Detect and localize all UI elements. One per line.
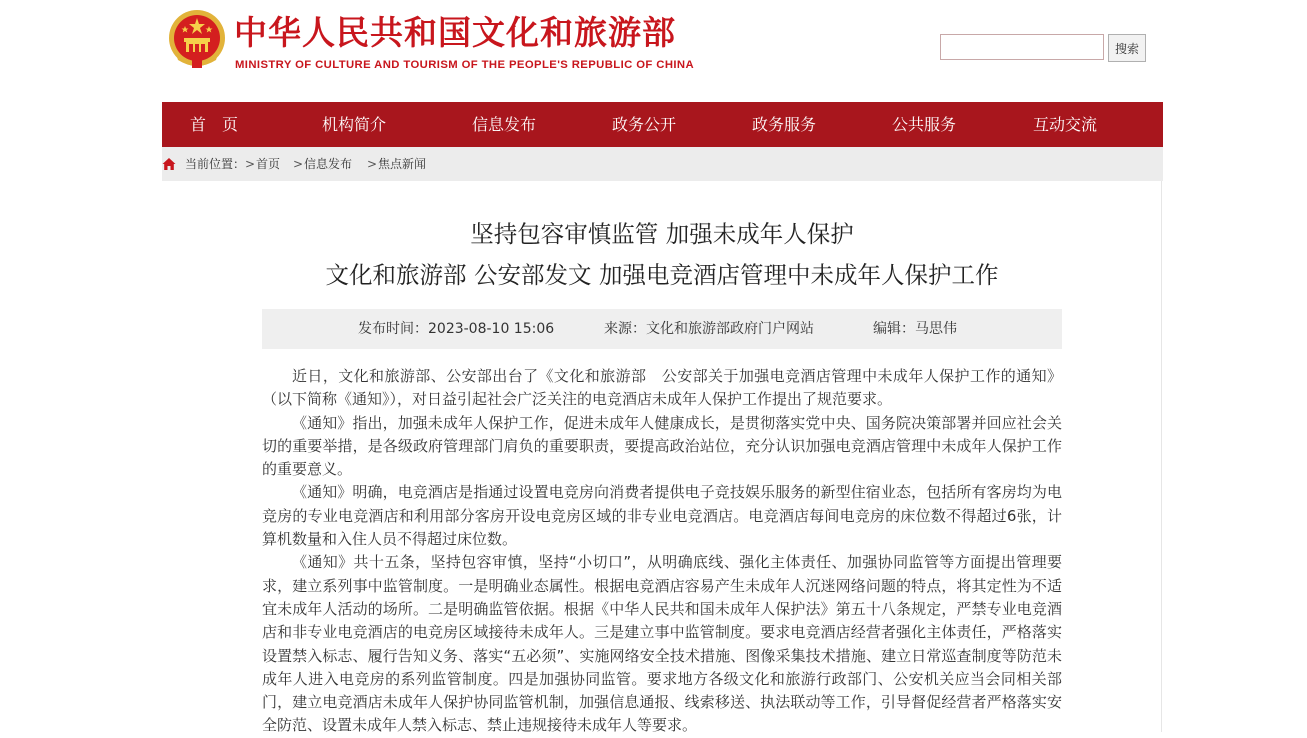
- national-emblem-icon[interactable]: [168, 8, 226, 70]
- article-paragraph: 《通知》共十五条，坚持包容审慎，坚持“小切口”，从明确底线、强化主体责任、加强协同监管等方面提出管理要求，建立系列事中监管制度。一是明确业态属性。根据电竞酒店容易产生未成年人沉迷网络问题的特点，将其定性为不适宜未成年人活动的场所。二是明确监管依据。根据《中华人民共和国未成年人保护法》第五十八条规定，严禁专业电竞酒店和非专业电竞酒店的电竞房区域接待未成年人。三是建立事中监管制度。要求电竞酒店经营者强化主体责任，严格落实设置禁入标志、履行告知义务、落实“五必须”、实施网络安全技术措施、图像采集技术措施、建立日常巡查制度等防范未成年人进入电竞房的系列监管制度。四是加强协同监管。要求地方各级文化和旅游行政部门、公安机关应当会同相关部门，建立电竞酒店未成年人保护协同监管机制，加强信息通报、线索移送、执法联动等工作，引导督促经营者严格落实安全防范、设置未成年人禁入标志、禁止违规接待未成年人等要求。: [262, 553, 1062, 735]
- breadcrumb-separator: >: [293, 157, 304, 171]
- breadcrumb-item-focus-news[interactable]: 焦点新闻: [378, 157, 427, 171]
- nav-item-interaction[interactable]: 互动交流: [1032, 115, 1097, 134]
- publish-time: 发布时间：2023-08-10 15:06: [358, 321, 555, 337]
- article-meta: [262, 309, 1062, 349]
- main-nav: [162, 102, 1163, 147]
- article-paragraph: 《通知》明确，电竞酒店是指通过设置电竞房向消费者提供电子竞技娱乐服务的新型住宿业态，包括所有客房均为电竞房的专业电竞酒店和利用部分客房开设电竞房区域的非专业电竞酒店。电竞酒店每间电竞房的床位数不得超过6张，计算机数量和入住人员不得超过床位数。: [262, 483, 1062, 549]
- site-name-english: MINISTRY OF CULTURE AND TOURISM OF THE PEOPLE'S REPUBLIC OF CHINA: [235, 59, 695, 71]
- breadcrumb-label: 当前位置：: [185, 157, 246, 171]
- search-button[interactable]: 搜索: [1108, 34, 1146, 62]
- content-border: [1161, 181, 1162, 732]
- article-body: [262, 365, 1062, 738]
- article-paragraph: 近日，文化和旅游部、公安部出台了《文化和旅游部 公安部关于加强电竞酒店管理中未成年人保护工作的通知》（以下简称《通知》），对日益引起社会广泛关注的电竞酒店未成年人保护工作提出了规范要求。: [262, 367, 1062, 409]
- nav-item-gov-services[interactable]: 政务服务: [751, 115, 816, 134]
- nav-item-home[interactable]: 首 页: [189, 115, 238, 134]
- article-editor: 编辑：马思伟: [873, 321, 957, 337]
- breadcrumb: [162, 147, 1163, 181]
- nav-item-about[interactable]: 机构简介: [321, 115, 386, 134]
- nav-item-news[interactable]: 信息发布: [471, 115, 536, 134]
- nav-item-gov-affairs[interactable]: 政务公开: [611, 115, 676, 134]
- article-paragraph: 《通知》指出，加强未成年人保护工作，促进未成年人健康成长，是贯彻落实党中央、国务院决策部署并回应社会关切的重要举措，是各级政府管理部门肩负的重要职责，要提高政治站位，充分认识加强电竞酒店管理中未成年人保护工作的重要意义。: [262, 413, 1062, 479]
- home-icon: [162, 157, 176, 171]
- breadcrumb-separator: >: [367, 157, 378, 171]
- nav-item-public-services[interactable]: 公共服务: [891, 115, 956, 134]
- search-input[interactable]: [940, 34, 1104, 60]
- article-title-line-2: 文化和旅游部 公安部发文 加强电竞酒店管理中未成年人保护工作: [325, 261, 999, 289]
- breadcrumb-item-news[interactable]: 信息发布: [304, 157, 353, 171]
- article-source: 来源：文化和旅游部政府门户网站: [604, 321, 814, 337]
- site-header: [162, 0, 1163, 102]
- site-name[interactable]: 中华人民共和国文化和旅游部: [234, 13, 676, 52]
- breadcrumb-separator: >: [245, 157, 256, 171]
- article-title-line-1: 坚持包容审慎监管 加强未成年人保护: [470, 220, 854, 248]
- breadcrumb-item-home[interactable]: 首页: [256, 157, 281, 171]
